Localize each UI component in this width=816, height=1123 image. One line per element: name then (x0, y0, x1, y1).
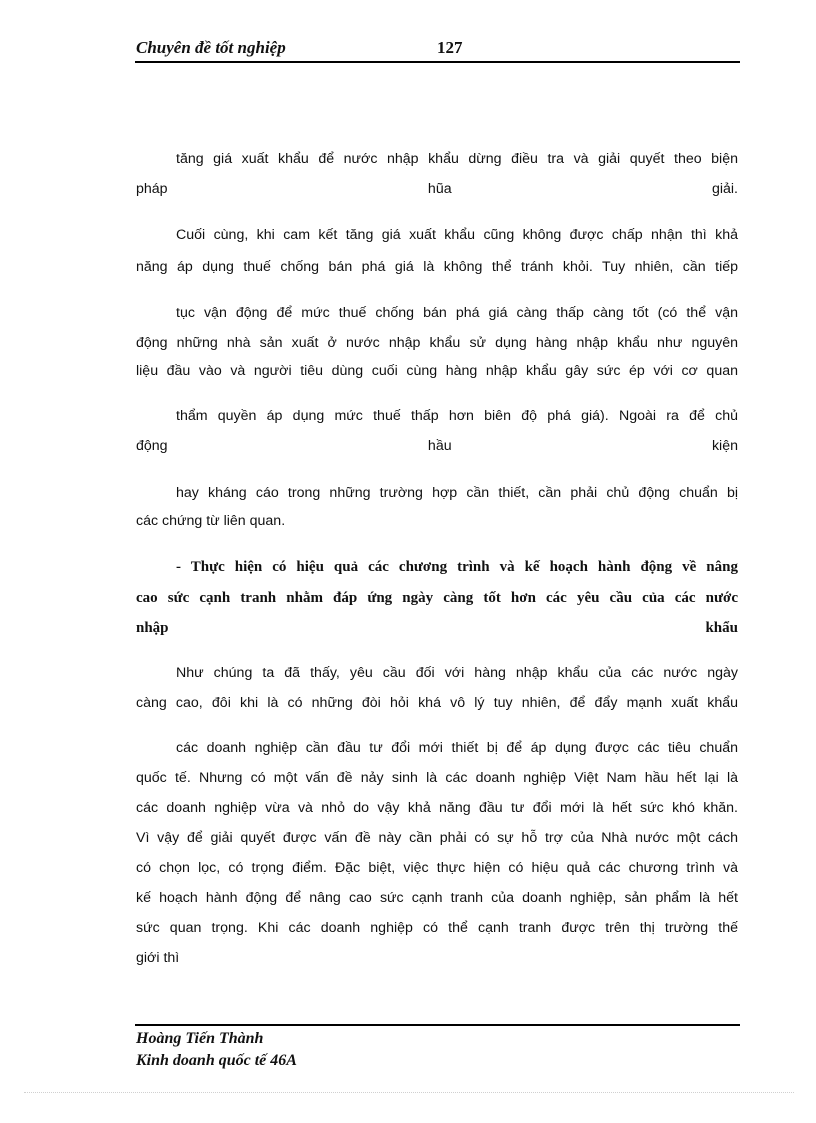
section-heading-line: - Thực hiện có hiệu quả các chương trình và kế hoạch hành động về nâng (176, 559, 738, 575)
body-line: giới thì (136, 950, 180, 966)
body-line: các chứng từ liên quan. (136, 513, 286, 529)
body-line: các doanh nghiệp cần đầu tư đổi mới thiết bị để áp dụng được các tiêu chuẩn (176, 740, 738, 756)
body-line: tục vận động để mức thuế chống bán phá giá càng thấp càng tốt (có thể vận (176, 305, 738, 321)
header-rule (135, 61, 740, 63)
body-line: càng cao, đôi khi là có những đòi hỏi khá vô lý tuy nhiên, để đẩy mạnh xuất khẩu (136, 695, 738, 711)
page-edge-divider (24, 1092, 794, 1093)
body-line: hay kháng cáo trong những trường hợp cần thiết, cần phải chủ động chuẩn bị (176, 485, 738, 501)
body-line: động những nhà sản xuất ở nước nhập khẩu sử dụng hàng nhập khẩu như nguyên (136, 335, 738, 351)
body-line: có chọn lọc, có trọng điểm. Đặc biệt, việc thực hiện có hiệu quả các chương trình và (136, 860, 738, 876)
body-line: sức quan trọng. Khi các doanh nghiệp có thể cạnh tranh được trên thị trường thế (136, 920, 738, 936)
footer-class: Kinh doanh quốc tế 46A (136, 1052, 297, 1069)
body-line: động hầu kiện (136, 438, 738, 454)
body-line: tăng giá xuất khẩu để nước nhập khẩu dừng điều tra và giải quyết theo biện (176, 151, 738, 167)
body-line: Như chúng ta đã thấy, yêu cầu đối với hàng nhập khẩu của các nước ngày (176, 665, 738, 681)
body-line: thẩm quyền áp dụng mức thuế thấp hơn biên độ phá giá). Ngoài ra để chủ (176, 408, 738, 424)
body-line: các doanh nghiệp vừa và nhỏ do vậy khả năng đầu tư đổi mới là hết sức khó khăn. (136, 800, 738, 816)
footer-author: Hoàng Tiến Thành (136, 1030, 264, 1047)
section-heading-line: cao sức cạnh tranh nhằm đáp ứng ngày càng tốt hơn các yêu cầu của các nước (136, 590, 738, 606)
body-line: Cuối cùng, khi cam kết tăng giá xuất khẩu cũng không được chấp nhận thì khả (176, 227, 738, 243)
body-line: liệu đầu vào và người tiêu dùng cuối cùng hàng nhập khẩu gây sức ép với cơ quan (136, 363, 738, 379)
body-line: năng áp dụng thuế chống bán phá giá là không thể tránh khỏi. Tuy nhiên, cần tiếp (136, 259, 738, 275)
section-heading-line: nhập khẩu (136, 620, 738, 636)
body-line: Vì vậy để giải quyết được vấn đề này cần phải có sự hỗ trợ của Nhà nước một cách (136, 830, 738, 846)
body-line: pháp hũa giải. (136, 181, 738, 197)
page-number: 127 (437, 38, 463, 57)
body-line: quốc tế. Nhưng có một vấn đề nảy sinh là các doanh nghiệp Việt Nam hầu hết lại là (136, 770, 738, 786)
footer-rule (135, 1024, 740, 1026)
body-line: kế hoạch hành động để nâng cao sức cạnh tranh của doanh nghiệp, sản phẩm là hết (136, 890, 738, 906)
header-title: Chuyên đề tốt nghiệp (136, 38, 286, 57)
